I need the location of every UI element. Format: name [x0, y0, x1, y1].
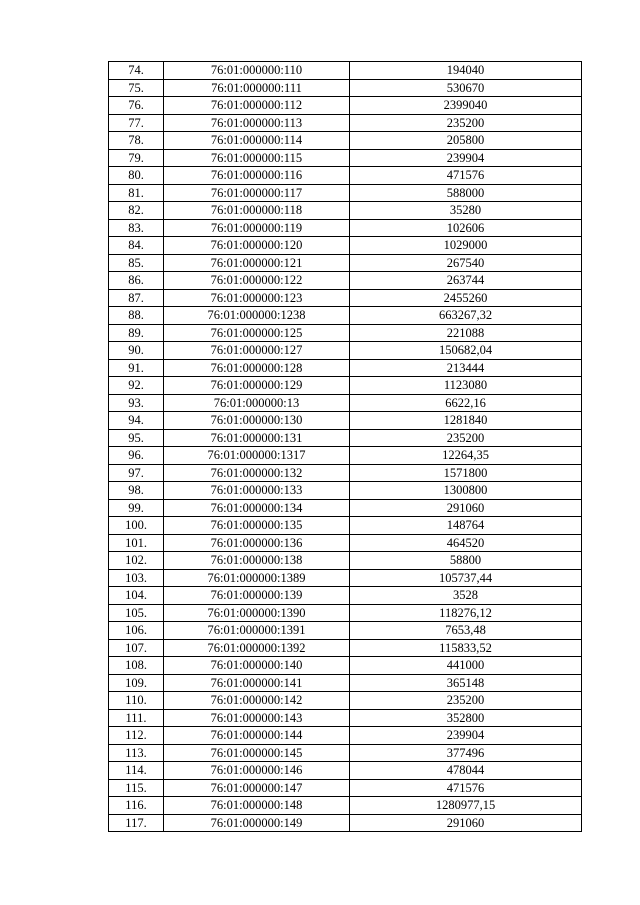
value-cell: 1300800: [350, 482, 582, 500]
cadastral-number-cell: 76:01:000000:125: [164, 324, 350, 342]
table-body: [109, 62, 582, 832]
value-cell: 148764: [350, 517, 582, 535]
table-row: [109, 132, 582, 150]
value-cell: 118276,12: [350, 604, 582, 622]
cadastral-number-cell: 76:01:000000:116: [164, 167, 350, 185]
row-number-cell: 101.: [109, 534, 164, 552]
cadastral-number-cell: 76:01:000000:121: [164, 254, 350, 272]
value-cell: 291060: [350, 814, 582, 832]
row-number-cell: 74.: [109, 62, 164, 80]
row-number-cell: 94.: [109, 412, 164, 430]
row-number-cell: 99.: [109, 499, 164, 517]
table-row: [109, 202, 582, 220]
cadastral-number-cell: 76:01:000000:145: [164, 744, 350, 762]
cadastral-number-cell: 76:01:000000:1389: [164, 569, 350, 587]
table-row: [109, 587, 582, 605]
table-row: [109, 237, 582, 255]
value-cell: 365148: [350, 674, 582, 692]
cadastral-number-cell: 76:01:000000:110: [164, 62, 350, 80]
row-number-cell: 96.: [109, 447, 164, 465]
table-row: [109, 359, 582, 377]
row-number-cell: 115.: [109, 779, 164, 797]
table-row: [109, 167, 582, 185]
table-row: [109, 779, 582, 797]
row-number-cell: 77.: [109, 114, 164, 132]
cadastral-number-cell: 76:01:000000:138: [164, 552, 350, 570]
value-cell: 205800: [350, 132, 582, 150]
cadastral-number-cell: 76:01:000000:119: [164, 219, 350, 237]
row-number-cell: 84.: [109, 237, 164, 255]
table-row: [109, 622, 582, 640]
cadastral-number-cell: 76:01:000000:139: [164, 587, 350, 605]
table-row: [109, 254, 582, 272]
cadastral-number-cell: 76:01:000000:130: [164, 412, 350, 430]
table-row: [109, 727, 582, 745]
cadastral-number-cell: 76:01:000000:132: [164, 464, 350, 482]
cadastral-number-cell: 76:01:000000:127: [164, 342, 350, 360]
cadastral-number-cell: 76:01:000000:129: [164, 377, 350, 395]
table-row: [109, 534, 582, 552]
value-cell: 105737,44: [350, 569, 582, 587]
row-number-cell: 116.: [109, 797, 164, 815]
table-row: [109, 639, 582, 657]
table-row: [109, 447, 582, 465]
row-number-cell: 98.: [109, 482, 164, 500]
cadastral-value-table: [108, 61, 582, 832]
row-number-cell: 103.: [109, 569, 164, 587]
cadastral-number-cell: 76:01:000000:146: [164, 762, 350, 780]
cadastral-number-cell: 76:01:000000:134: [164, 499, 350, 517]
cadastral-number-cell: 76:01:000000:144: [164, 727, 350, 745]
table-row: [109, 324, 582, 342]
value-cell: 441000: [350, 657, 582, 675]
value-cell: 235200: [350, 692, 582, 710]
table-row: [109, 79, 582, 97]
table-row: [109, 342, 582, 360]
row-number-cell: 105.: [109, 604, 164, 622]
value-cell: 239904: [350, 149, 582, 167]
cadastral-number-cell: 76:01:000000:131: [164, 429, 350, 447]
cadastral-number-cell: 76:01:000000:135: [164, 517, 350, 535]
value-cell: 6622,16: [350, 394, 582, 412]
value-cell: 263744: [350, 272, 582, 290]
table-row: [109, 464, 582, 482]
cadastral-number-cell: 76:01:000000:1390: [164, 604, 350, 622]
row-number-cell: 89.: [109, 324, 164, 342]
value-cell: 2455260: [350, 289, 582, 307]
row-number-cell: 117.: [109, 814, 164, 832]
value-cell: 235200: [350, 429, 582, 447]
value-cell: 1571800: [350, 464, 582, 482]
row-number-cell: 83.: [109, 219, 164, 237]
cadastral-number-cell: 76:01:000000:120: [164, 237, 350, 255]
cadastral-number-cell: 76:01:000000:118: [164, 202, 350, 220]
row-number-cell: 80.: [109, 167, 164, 185]
table-row: [109, 692, 582, 710]
value-cell: 2399040: [350, 97, 582, 115]
cadastral-number-cell: 76:01:000000:122: [164, 272, 350, 290]
row-number-cell: 111.: [109, 709, 164, 727]
value-cell: 377496: [350, 744, 582, 762]
cadastral-number-cell: 76:01:000000:114: [164, 132, 350, 150]
value-cell: 1029000: [350, 237, 582, 255]
value-cell: 352800: [350, 709, 582, 727]
table-row: [109, 62, 582, 80]
table-row: [109, 429, 582, 447]
table-row: [109, 744, 582, 762]
row-number-cell: 76.: [109, 97, 164, 115]
table-row: [109, 272, 582, 290]
value-cell: 235200: [350, 114, 582, 132]
value-cell: 150682,04: [350, 342, 582, 360]
row-number-cell: 95.: [109, 429, 164, 447]
table-row: [109, 674, 582, 692]
value-cell: 102606: [350, 219, 582, 237]
table-row: [109, 552, 582, 570]
table-row: [109, 517, 582, 535]
cadastral-number-cell: 76:01:000000:112: [164, 97, 350, 115]
row-number-cell: 91.: [109, 359, 164, 377]
row-number-cell: 108.: [109, 657, 164, 675]
cadastral-number-cell: 76:01:000000:13: [164, 394, 350, 412]
row-number-cell: 79.: [109, 149, 164, 167]
row-number-cell: 93.: [109, 394, 164, 412]
table-row: [109, 97, 582, 115]
cadastral-number-cell: 76:01:000000:148: [164, 797, 350, 815]
row-number-cell: 97.: [109, 464, 164, 482]
table-row: [109, 114, 582, 132]
value-cell: 194040: [350, 62, 582, 80]
table-row: [109, 709, 582, 727]
cadastral-number-cell: 76:01:000000:147: [164, 779, 350, 797]
table-row: [109, 149, 582, 167]
value-cell: 213444: [350, 359, 582, 377]
table-row: [109, 394, 582, 412]
row-number-cell: 82.: [109, 202, 164, 220]
cadastral-number-cell: 76:01:000000:117: [164, 184, 350, 202]
value-cell: 35280: [350, 202, 582, 220]
table-row: [109, 219, 582, 237]
cadastral-number-cell: 76:01:000000:141: [164, 674, 350, 692]
value-cell: 12264,35: [350, 447, 582, 465]
cadastral-number-cell: 76:01:000000:136: [164, 534, 350, 552]
row-number-cell: 114.: [109, 762, 164, 780]
row-number-cell: 109.: [109, 674, 164, 692]
row-number-cell: 102.: [109, 552, 164, 570]
cadastral-number-cell: 76:01:000000:123: [164, 289, 350, 307]
table-row: [109, 307, 582, 325]
cadastral-number-cell: 76:01:000000:149: [164, 814, 350, 832]
value-cell: 1281840: [350, 412, 582, 430]
table-row: [109, 289, 582, 307]
cadastral-number-cell: 76:01:000000:133: [164, 482, 350, 500]
row-number-cell: 75.: [109, 79, 164, 97]
table-row: [109, 377, 582, 395]
table-row: [109, 184, 582, 202]
value-cell: 7653,48: [350, 622, 582, 640]
value-cell: 530670: [350, 79, 582, 97]
value-cell: 221088: [350, 324, 582, 342]
table-row: [109, 412, 582, 430]
table-row: [109, 762, 582, 780]
row-number-cell: 110.: [109, 692, 164, 710]
value-cell: 464520: [350, 534, 582, 552]
row-number-cell: 81.: [109, 184, 164, 202]
cadastral-number-cell: 76:01:000000:143: [164, 709, 350, 727]
row-number-cell: 85.: [109, 254, 164, 272]
row-number-cell: 104.: [109, 587, 164, 605]
row-number-cell: 88.: [109, 307, 164, 325]
cadastral-number-cell: 76:01:000000:1238: [164, 307, 350, 325]
table-row: [109, 604, 582, 622]
row-number-cell: 78.: [109, 132, 164, 150]
value-cell: 239904: [350, 727, 582, 745]
cadastral-number-cell: 76:01:000000:113: [164, 114, 350, 132]
value-cell: 471576: [350, 779, 582, 797]
cadastral-number-cell: 76:01:000000:1391: [164, 622, 350, 640]
value-cell: 1123080: [350, 377, 582, 395]
table-row: [109, 797, 582, 815]
value-cell: 478044: [350, 762, 582, 780]
cadastral-number-cell: 76:01:000000:128: [164, 359, 350, 377]
row-number-cell: 106.: [109, 622, 164, 640]
row-number-cell: 87.: [109, 289, 164, 307]
row-number-cell: 92.: [109, 377, 164, 395]
row-number-cell: 107.: [109, 639, 164, 657]
cadastral-number-cell: 76:01:000000:142: [164, 692, 350, 710]
table-row: [109, 499, 582, 517]
value-cell: 58800: [350, 552, 582, 570]
value-cell: 291060: [350, 499, 582, 517]
row-number-cell: 112.: [109, 727, 164, 745]
value-cell: 267540: [350, 254, 582, 272]
row-number-cell: 86.: [109, 272, 164, 290]
table-row: [109, 482, 582, 500]
value-cell: 471576: [350, 167, 582, 185]
table-row: [109, 569, 582, 587]
cadastral-number-cell: 76:01:000000:1317: [164, 447, 350, 465]
cadastral-number-cell: 76:01:000000:111: [164, 79, 350, 97]
value-cell: 1280977,15: [350, 797, 582, 815]
value-cell: 588000: [350, 184, 582, 202]
table-row: [109, 814, 582, 832]
row-number-cell: 113.: [109, 744, 164, 762]
cadastral-number-cell: 76:01:000000:115: [164, 149, 350, 167]
value-cell: 115833,52: [350, 639, 582, 657]
cadastral-number-cell: 76:01:000000:140: [164, 657, 350, 675]
value-cell: 3528: [350, 587, 582, 605]
value-cell: 663267,32: [350, 307, 582, 325]
row-number-cell: 90.: [109, 342, 164, 360]
table-row: [109, 657, 582, 675]
row-number-cell: 100.: [109, 517, 164, 535]
cadastral-number-cell: 76:01:000000:1392: [164, 639, 350, 657]
